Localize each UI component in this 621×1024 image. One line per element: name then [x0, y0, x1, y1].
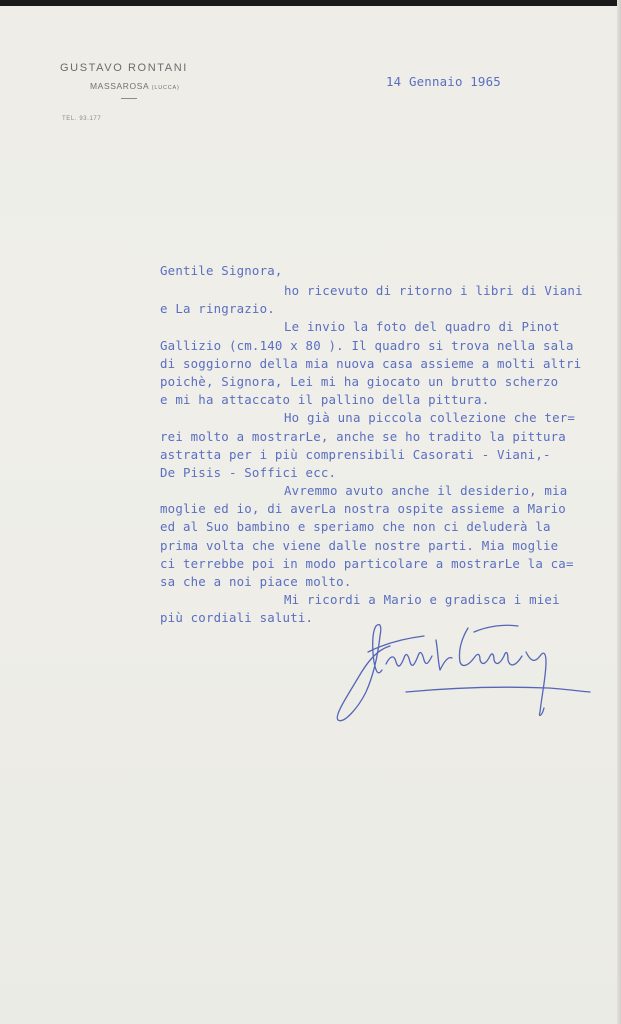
handwritten-signature — [328, 612, 598, 727]
letterhead-telephone: TEL. 93.177 — [62, 116, 102, 122]
scan-edge-top — [0, 0, 621, 6]
letterhead-town-name: MASSAROSA — [90, 81, 149, 91]
letter-body-line: De Pisis - Soffici ecc. — [160, 464, 337, 480]
letterhead-province: (LUCCA) — [151, 85, 180, 91]
letter-body-line: Mi ricordi a Mario e gradisca i miei — [284, 592, 560, 608]
letterhead-name: GUSTAVO RONTANI — [60, 62, 188, 74]
letter-body-line: ho ricevuto di ritorno i libri di Viani — [284, 283, 583, 298]
letter-body-line: prima volta che viene dalle nostre parti. Mia moglie — [160, 537, 559, 553]
letter-body-line: Gallizio (cm.140 x 80 ). Il quadro si trova nella sala — [160, 337, 574, 353]
letter-body-line: Ho già una piccola collezione che ter= — [284, 410, 576, 426]
letter-body-line: ed al Suo bambino e speriamo che non ci deluderà la — [160, 519, 551, 535]
letter-body-line: e mi ha attaccato il pallino della pittura. — [160, 392, 490, 408]
letter-body-line: sa che a noi piace molto. — [160, 574, 352, 589]
letter-body-line: poichè, Signora, Lei mi ha giocato un brutto scherzo — [160, 373, 559, 389]
letterhead-rule — [121, 98, 137, 99]
letter-body-line: moglie ed io, di averLa nostra ospite assieme a Mario — [160, 501, 566, 517]
scan-edge-right — [617, 0, 621, 1024]
letter-greeting: Gentile Signora, — [160, 263, 283, 278]
letter-date: 14 Gennaio 1965 — [386, 74, 501, 89]
letter-body-line: ci terrebbe poi in modo particolare a mostrarLe la ca= — [160, 555, 574, 571]
letter-body-line: Avremmo avuto anche il desiderio, mia — [284, 483, 568, 499]
letter-body-line: più cordiali saluti. — [160, 610, 314, 626]
letter-body-line: e La ringrazio. — [160, 301, 275, 317]
letter-body — [160, 282, 600, 628]
letter-body-line: rei molto a mostrarLe, anche se ho tradito la pittura — [160, 428, 566, 444]
letterhead-town — [90, 81, 180, 91]
letter-body-line: astratta per i più comprensibili Casorati - Viani,- — [160, 446, 551, 462]
letter-body-line: di soggiorno della mia nuova casa assieme a molti altri — [160, 355, 582, 371]
letter-body-line: Le invio la foto del quadro di Pinot — [284, 319, 560, 335]
